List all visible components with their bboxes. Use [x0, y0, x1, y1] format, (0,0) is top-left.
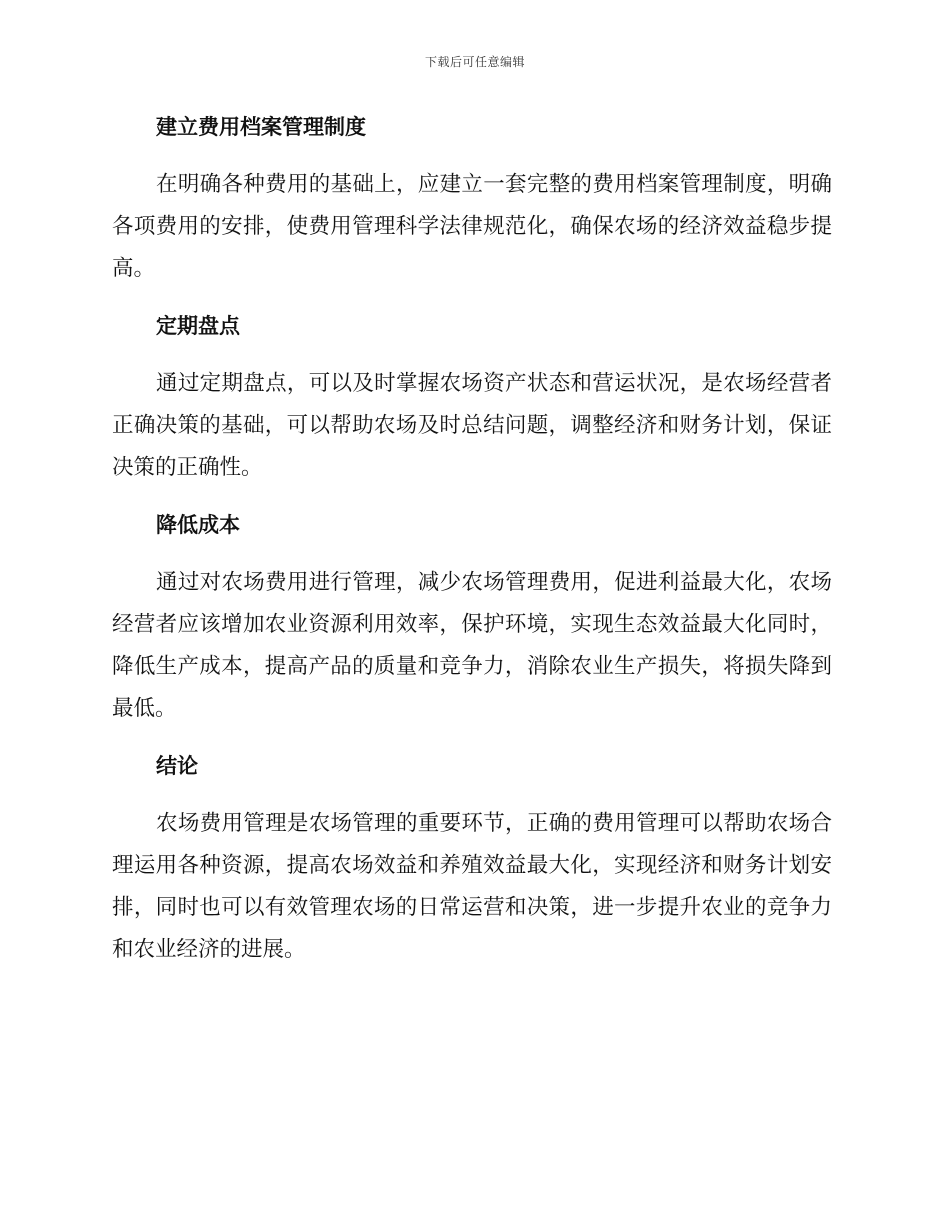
section-paragraph: 农场费用管理是农场管理的重要环节，正确的费用管理可以帮助农场合理运用各种资源，提高农场效益和养殖效益最大化，实现经济和财务计划安排，同时也可以有效管理农场的日常运营和决策，进一步提升农业的竞争力和农业经济的进展。: [112, 811, 832, 962]
section-title: 建立费用档案管理制度: [156, 115, 366, 139]
section-paragraph: 通过定期盘点，可以及时掌握农场资产状态和营运状况，是农场经营者正确决策的基础，可以帮助农场及时总结问题，调整经济和财务计划，保证决策的正确性。: [112, 371, 832, 480]
section-reduce-cost: [112, 506, 832, 730]
document-body: [112, 108, 832, 988]
section-paragraph: 在明确各种费用的基础上，应建立一套完整的费用档案管理制度，明确各项费用的安排，使费用管理科学法律规范化，确保农场的经济效益稳步提高。: [112, 172, 832, 281]
section-periodic-inventory: [112, 307, 832, 489]
section-expense-archive: [112, 108, 832, 290]
section-paragraph: 通过对农场费用进行管理，减少农场管理费用，促进利益最大化，农场经营者应该增加农业资源利用效率，保护环境，实现生态效益最大化同时，降低生产成本，提高产品的质量和竞争力，消除农业生产损失，将损失降到最低。: [112, 570, 832, 721]
section-title: 降低成本: [156, 513, 240, 537]
section-conclusion: [112, 747, 832, 971]
page-header-note: 下载后可任意编辑: [424, 55, 525, 69]
section-title: 结论: [156, 754, 198, 778]
section-title: 定期盘点: [156, 314, 240, 338]
